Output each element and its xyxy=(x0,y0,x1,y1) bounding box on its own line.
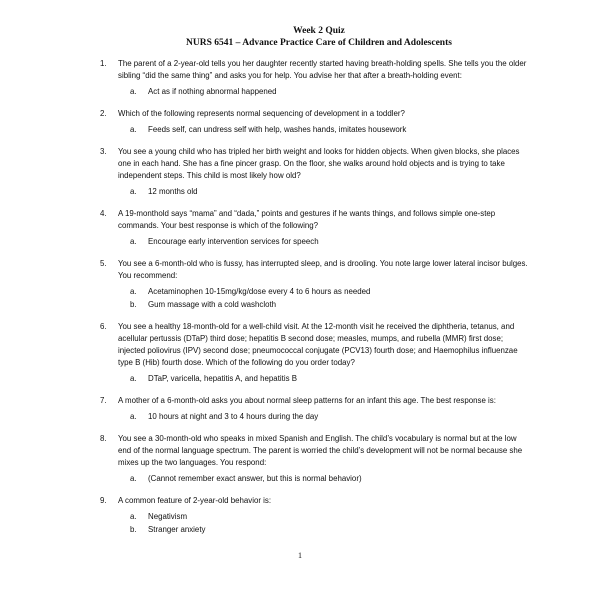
question-item xyxy=(100,321,530,385)
question-item xyxy=(100,58,530,98)
answer-list xyxy=(118,186,530,198)
question-text: You see a 6-month-old who is fussy, has interrupted sleep, and is drooling. You note large lower lateral incisor bulges. You recommend: xyxy=(118,259,528,280)
answer-letter: a. xyxy=(130,412,137,421)
question-text: You see a healthy 18-month-old for a well-child visit. At the 12-month visit he received the diphtheria, tetanus, and acellular pertussis (DTaP) third dose; hepatitis B second dose; measles, mumps, and rubella (MMR) first dose; injected poliovirus (IPV) second dose; pneumococcal conjugate (PCV13) fourth dose; and Haemophilus influenzae type B (Hib) fourth dose. Which of the following do you order today? xyxy=(118,322,518,367)
question-item xyxy=(100,433,530,485)
answer-letter: a. xyxy=(130,374,137,383)
answer-text: (Cannot remember exact answer, but this is normal behavior) xyxy=(148,474,362,483)
answer-letter: b. xyxy=(130,300,137,309)
question-text: A mother of a 6-month-old asks you about normal sleep patterns for an infant this age. The best response is: xyxy=(118,396,496,405)
question-item xyxy=(100,495,530,536)
answer-list xyxy=(118,511,530,536)
question-list xyxy=(100,58,530,536)
question-text: The parent of a 2-year-old tells you her daughter recently started having breath-holding spells. She tells you the older sibling “did the same thing” and asks you for help. You advise her that after a breath-holding event: xyxy=(118,59,527,80)
answer-text: 12 months old xyxy=(148,187,198,196)
answer-item xyxy=(118,373,530,385)
answer-text: Stranger anxiety xyxy=(148,525,206,534)
question-text: You see a 30-month-old who speaks in mixed Spanish and English. The child’s vocabulary is normal but at the low end of the normal language spectrum. The parent is worried the child’s development will not be normal because she mixes up the two languages. You respond: xyxy=(118,434,523,467)
course-title: NURS 6541 – Advance Practice Care of Children and Adolescents xyxy=(186,38,452,48)
answer-letter: a. xyxy=(130,237,137,246)
answer-item xyxy=(118,186,530,198)
answer-text: Act as if nothing abnormal happened xyxy=(148,87,277,96)
answer-letter: a. xyxy=(130,125,137,134)
answer-list xyxy=(118,286,530,311)
question-text: A common feature of 2-year-old behavior is: xyxy=(118,496,272,505)
answer-list xyxy=(118,373,530,385)
answer-item xyxy=(118,511,530,523)
answer-letter: a. xyxy=(130,474,137,483)
answer-item xyxy=(118,299,530,311)
answer-list xyxy=(118,411,530,423)
question-number: 8. xyxy=(100,434,107,443)
answer-letter: a. xyxy=(130,87,137,96)
answer-list xyxy=(118,473,530,485)
question-item xyxy=(100,108,530,136)
question-number: 2. xyxy=(100,109,107,118)
answer-item xyxy=(118,524,530,536)
question-item xyxy=(100,146,530,198)
question-number: 7. xyxy=(100,396,107,405)
document-header xyxy=(108,25,530,49)
answer-text: Gum massage with a cold washcloth xyxy=(148,300,277,309)
answer-letter: b. xyxy=(130,525,137,534)
answer-letter: a. xyxy=(130,287,137,296)
answer-text: Encourage early intervention services for speech xyxy=(148,237,319,246)
question-number: 4. xyxy=(100,209,107,218)
answer-item xyxy=(118,236,530,248)
question-item xyxy=(100,258,530,311)
answer-item xyxy=(118,473,530,485)
answer-letter: a. xyxy=(130,512,137,521)
question-number: 9. xyxy=(100,496,107,505)
answer-list xyxy=(118,86,530,98)
question-text: Which of the following represents normal sequencing of development in a toddler? xyxy=(118,109,405,118)
answer-text: DTaP, varicella, hepatitis A, and hepatitis B xyxy=(148,374,297,383)
answer-text: Acetaminophen 10-15mg/kg/dose every 4 to 6 hours as needed xyxy=(148,287,371,296)
question-text: A 19-monthold says “mama” and “dada,” points and gestures if he wants things, and follows simple one-step commands. Your best response is which of the following? xyxy=(118,209,496,230)
page-number: 1 xyxy=(298,551,302,560)
question-number: 5. xyxy=(100,259,107,268)
answer-item xyxy=(118,124,530,136)
answer-item xyxy=(118,86,530,98)
answer-item xyxy=(118,411,530,423)
answer-list xyxy=(118,236,530,248)
answer-item xyxy=(118,286,530,298)
answer-text: 10 hours at night and 3 to 4 hours during the day xyxy=(148,412,319,421)
answer-list xyxy=(118,124,530,136)
answer-text: Negativism xyxy=(148,512,188,521)
question-text: You see a young child who has tripled her birth weight and looks for hidden objects. When given blocks, she places one in each hand. She has a fine pincer grasp. On the floor, she walks around hold objects and is trying to take independent steps. This child is most likely how old? xyxy=(118,147,520,180)
question-number: 3. xyxy=(100,147,107,156)
question-item xyxy=(100,395,530,423)
question-item xyxy=(100,208,530,248)
question-number: 6. xyxy=(100,322,107,331)
quiz-title: Week 2 Quiz xyxy=(293,26,345,36)
question-number: 1. xyxy=(100,59,107,68)
answer-text: Feeds self, can undress self with help, washes hands, imitates housework xyxy=(148,125,407,134)
answer-letter: a. xyxy=(130,187,137,196)
